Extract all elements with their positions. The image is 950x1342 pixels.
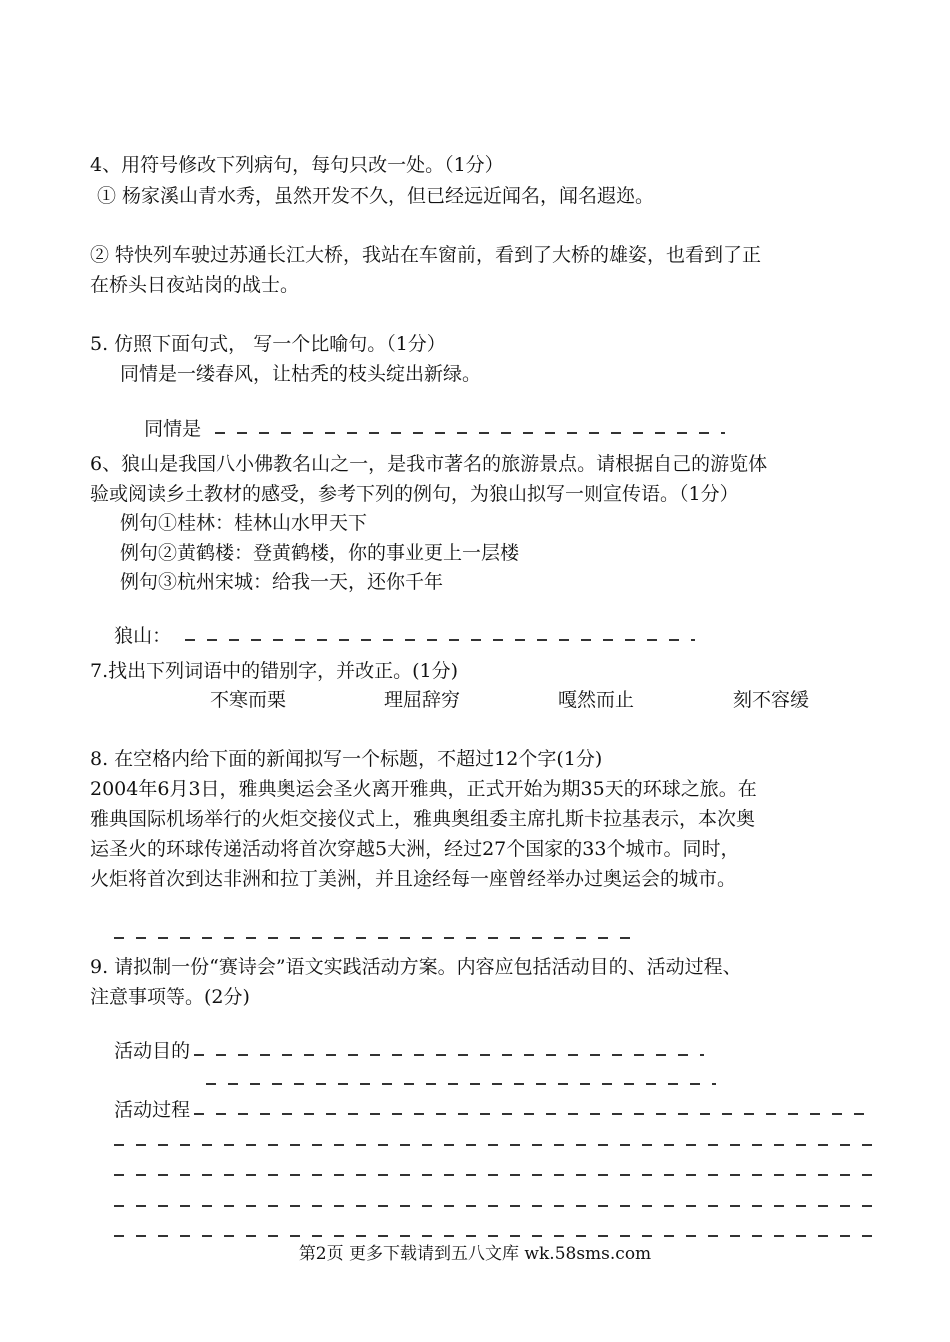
q8-news-line-4: 火炬将首次到达非洲和拉丁美洲，并且途经每一座曾经举办过奥运会的城市。 — [90, 868, 737, 890]
answer-blank[interactable] — [114, 937, 634, 939]
q4-title: 4、用符号修改下列病句，每句只改一处。（1分） — [90, 154, 504, 176]
q8-news-line-2: 雅典国际机场举行的火炬交接仪式上，雅典奥组委主席扎斯卡拉基表示，本次奥 — [90, 808, 756, 830]
q7-word-1: 不寒而栗 — [210, 689, 287, 711]
q6-line-2: 验或阅读乡土教材的感受，参考下列的例句，为狼山拟写一则宣传语。（1分） — [90, 483, 739, 505]
q7-title: 7.找出下列词语中的错别字，并改正。(1分) — [90, 660, 459, 682]
q7-word-3: 嘎然而止 — [558, 689, 635, 711]
q4-sentence-2-line-2: 在桥头日夜站岗的战士。 — [90, 274, 300, 296]
q5-prompt: 同情是 — [144, 418, 202, 440]
answer-blank[interactable] — [114, 1235, 884, 1237]
q4-sentence-2-line-1: ② 特快列车驶过苏通长江大桥，我站在车窗前，看到了大桥的雄姿，也看到了正 — [90, 244, 762, 266]
q5-title: 5. 仿照下面句式， 写一个比喻句。（1分） — [90, 333, 446, 355]
q8-news-line-3: 运圣火的环球传递活动将首次穿越5大洲，经过27个国家的33个城市。同时， — [90, 838, 740, 860]
q6-example-1: 例句①桂林：桂林山水甲天下 — [120, 512, 368, 534]
q4-sentence-1: ① 杨家溪山青水秀，虽然开发不久，但已经远近闻名，闻名遐迩。 — [97, 185, 655, 207]
q9-process-label: 活动过程 — [114, 1099, 191, 1121]
q7-word-2: 理屈辞穷 — [384, 689, 461, 711]
q9-line-2: 注意事项等。(2分) — [90, 986, 250, 1008]
q6-line-1: 6、狼山是我国八小佛教名山之一，是我市著名的旅游景点。请根据自己的游览体 — [90, 453, 768, 475]
q6-example-2: 例句②黄鹤楼：登黄鹤楼，你的事业更上一层楼 — [120, 542, 520, 564]
q8-news-line-1: 2004年6月3日，雅典奥运会圣火离开雅典，正式开始为期35天的环球之旅。在 — [90, 778, 757, 800]
q5-example: 同情是一缕春风，让枯秃的枝头绽出新绿。 — [120, 363, 482, 385]
q6-prompt: 狼山： — [114, 625, 172, 647]
q7-word-4: 刻不容缓 — [733, 689, 810, 711]
q6-example-3: 例句③杭州宋城：给我一天，还你千年 — [120, 571, 444, 593]
q8-title: 8. 在空格内给下面的新闻拟写一个标题，不超过12个字(1分) — [90, 748, 603, 770]
answer-blank[interactable] — [215, 432, 725, 434]
page-footer: 第2页 更多下载请到五八文库 wk.58sms.com — [298, 1244, 652, 1264]
q9-line-1: 9. 请拟制一份“赛诗会”语文实践活动方案。内容应包括活动目的、活动过程、 — [90, 956, 742, 978]
answer-blank[interactable] — [185, 639, 695, 641]
q9-purpose-label: 活动目的 — [114, 1040, 191, 1062]
